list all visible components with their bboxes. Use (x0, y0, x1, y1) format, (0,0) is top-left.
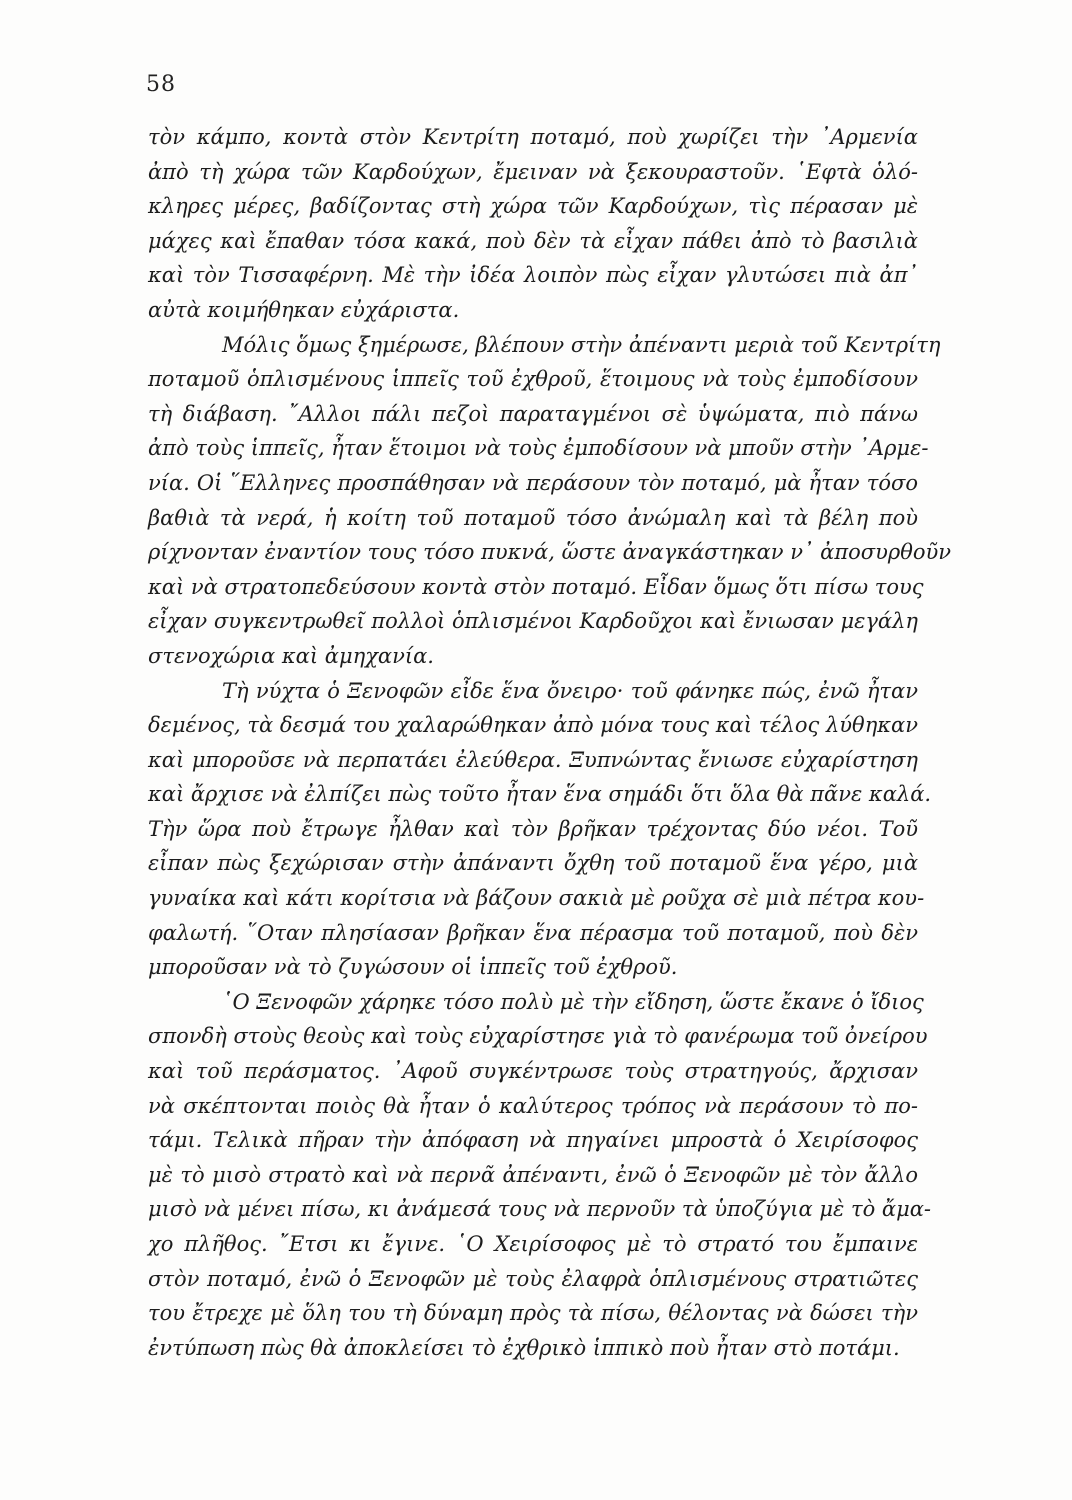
text-line: τὸν κάμπο, κοντὰ στὸν Κεντρίτη ποταμό, ποὺ χωρίζει τὴν ᾿Αρμενία (148, 125, 918, 149)
text-line: ποταμοῦ ὁπλισμένους ἱππεῖς τοῦ ἐχθροῦ, ἕτοιμους νὰ τοὺς ἐμποδίσουν (148, 367, 918, 392)
text-line: μάχες καὶ ἔπαθαν τόσα κακά, ποὺ δὲν τὰ εἶχαν πάθει ἀπὸ τὸ βασιλιὰ (148, 228, 918, 253)
text-line: στὸν ποταμό, ἐνῶ ὁ Ξενοφῶν μὲ τοὺς ἐλαφρὰ ὁπλισμένους στρατιῶτες (148, 1266, 918, 1291)
text-line: εἶπαν πὼς ξεχώρισαν στὴν ἀπάναντι ὄχθη τοῦ ποταμοῦ ἕνα γέρο, μιὰ (148, 851, 918, 876)
text-line: ῾Ο Ξενοφῶν χάρηκε τόσο πολὺ μὲ τὴν εἴδηση, ὥστε ἔκανε ὁ ἴδιος (222, 989, 924, 1014)
text-line: φαλωτή. ῞Οταν πλησίασαν βρῆκαν ἕνα πέρασμα τοῦ ποταμοῦ, ποὺ δὲν (148, 920, 918, 945)
text-line: μποροῦσαν νὰ τὸ ζυγώσουν οἱ ἱππεῖς τοῦ ἐχθροῦ. (148, 955, 678, 980)
text-line: σπονδὴ στοὺς θεοὺς καὶ τοὺς εὐχαρίστησε γιὰ τὸ φανέρωμα τοῦ ὀνείρου (148, 1024, 928, 1049)
page-number: 58 (146, 72, 176, 97)
paragraph-3 (148, 674, 932, 985)
text-line: ρίχνονταν ἐναντίον τους τόσο πυκνά, ὥστε ἀναγκάστηκαν ν᾿ ἀποσυρθοῦν (148, 540, 952, 565)
text-line: νία. Οἱ ῞Ελληνες προσπάθησαν νὰ περάσουν τὸν ποταμό, μὰ ἦταν τόσο (148, 470, 918, 495)
text-line: μισὸ νὰ μένει πίσω, κι ἀνάμεσά τους νὰ περνοῦν τὰ ὑποζύγια μὲ τὸ ἄμα- (148, 1197, 932, 1222)
text-line: τὴ διάβαση. ῎Αλλοι πάλι πεζοὶ παραταγμένοι σὲ ὑψώματα, πιὸ πάνω (148, 401, 918, 426)
text-line: Μόλις ὅμως ξημέρωσε, βλέπουν στὴν ἀπέναντι μεριὰ τοῦ Κεντρίτη (222, 332, 941, 357)
text-line: καὶ τὸν Τισσαφέρνη. Μὲ τὴν ἰδέα λοιπὸν πὼς εἶχαν γλυτώσει πιὰ ἀπ᾿ (148, 263, 918, 288)
paragraph-1 (148, 120, 918, 328)
paragraph-4 (148, 985, 932, 1366)
text-line: ἀπὸ τὴ χώρα τῶν Καρδούχων, ἔμειναν νὰ ξεκουραστοῦν. ῾Εφτὰ ὁλό- (148, 159, 918, 184)
text-line: του ἔτρεχε μὲ ὅλη του τὴ δύναμη πρὸς τὰ πίσω, θέλοντας νὰ δώσει τὴν (148, 1301, 918, 1326)
text-line: δεμένος, τὰ δεσμά του χαλαρώθηκαν ἀπὸ μόνα τους καὶ τέλος λύθηκαν (148, 713, 918, 738)
text-line: κληρες μέρες, βαδίζοντας στὴ χώρα τῶν Καρδούχων, τὶς πέρασαν μὲ (148, 194, 918, 219)
text-line: μὲ τὸ μισὸ στρατὸ καὶ νὰ περνᾶ ἀπέναντι, ἐνῶ ὁ Ξενοφῶν μὲ τὸν ἄλλο (148, 1162, 918, 1187)
text-line: καὶ μποροῦσε νὰ περπατάει ἐλεύθερα. Ξυπνώντας ἔνιωσε εὐχαρίστηση (148, 747, 918, 772)
text-line: Τὴν ὥρα ποὺ ἔτρωγε ἦλθαν καὶ τὸν βρῆκαν τρέχοντας δύο νέοι. Τοῦ (148, 816, 918, 841)
text-line: νὰ σκέπτονται ποιὸς θὰ ἦταν ὁ καλύτερος τρόπος νὰ περάσουν τὸ πο- (148, 1093, 918, 1118)
text-line: αὐτὰ κοιμήθηκαν εὐχάριστα. (148, 297, 460, 322)
text-line: στενοχώρια καὶ ἀμηχανία. (148, 643, 434, 668)
body-text (148, 120, 952, 1365)
text-line: καὶ ἄρχισε νὰ ἐλπίζει πὼς τοῦτο ἦταν ἕνα σημάδι ὅτι ὅλα θὰ πᾶνε καλά. (148, 782, 932, 807)
text-line: χο πλῆθος. ῎Ετσι κι ἔγινε. ῾Ο Χειρίσοφος μὲ τὸ στρατό του ἔμπαινε (148, 1232, 918, 1256)
text-line: καὶ νὰ στρατοπεδεύσουν κοντὰ στὸν ποταμό. Εἶδαν ὅμως ὅτι πίσω τους (148, 574, 924, 599)
text-line: βαθιὰ τὰ νερά, ἡ κοίτη τοῦ ποταμοῦ τόσο ἀνώμαλη καὶ τὰ βέλη ποὺ (148, 505, 918, 530)
text-line: εἶχαν συγκεντρωθεῖ πολλοὶ ὁπλισμένοι Καρδοῦχοι καὶ ἔνιωσαν μεγάλη (148, 609, 918, 634)
text-line: τάμι. Τελικὰ πῆραν τὴν ἀπόφαση νὰ πηγαίνει μπροστὰ ὁ Χειρίσοφος (148, 1128, 918, 1153)
text-line: Τὴ νύχτα ὁ Ξενοφῶν εἶδε ἕνα ὄνειρο· τοῦ φάνηκε πώς, ἐνῶ ἦταν (222, 678, 918, 703)
paragraph-2 (148, 328, 952, 674)
text-line: ἐντύπωση πὼς θὰ ἀποκλείσει τὸ ἐχθρικὸ ἱππικὸ ποὺ ἦταν στὸ ποτάμι. (148, 1335, 900, 1360)
text-line: ἀπὸ τοὺς ἱππεῖς, ἦταν ἕτοιμοι νὰ τοὺς ἐμποδίσουν νὰ μποῦν στὴν ᾿Αρμε- (148, 436, 929, 461)
text-line: καὶ τοῦ περάσματος. ᾿Αφοῦ συγκέντρωσε τοὺς στρατηγούς, ἄρχισαν (148, 1059, 918, 1084)
text-line: γυναίκα καὶ κάτι κορίτσια νὰ βάζουν σακιὰ μὲ ροῦχα σὲ μιὰ πέτρα κου- (148, 886, 925, 911)
